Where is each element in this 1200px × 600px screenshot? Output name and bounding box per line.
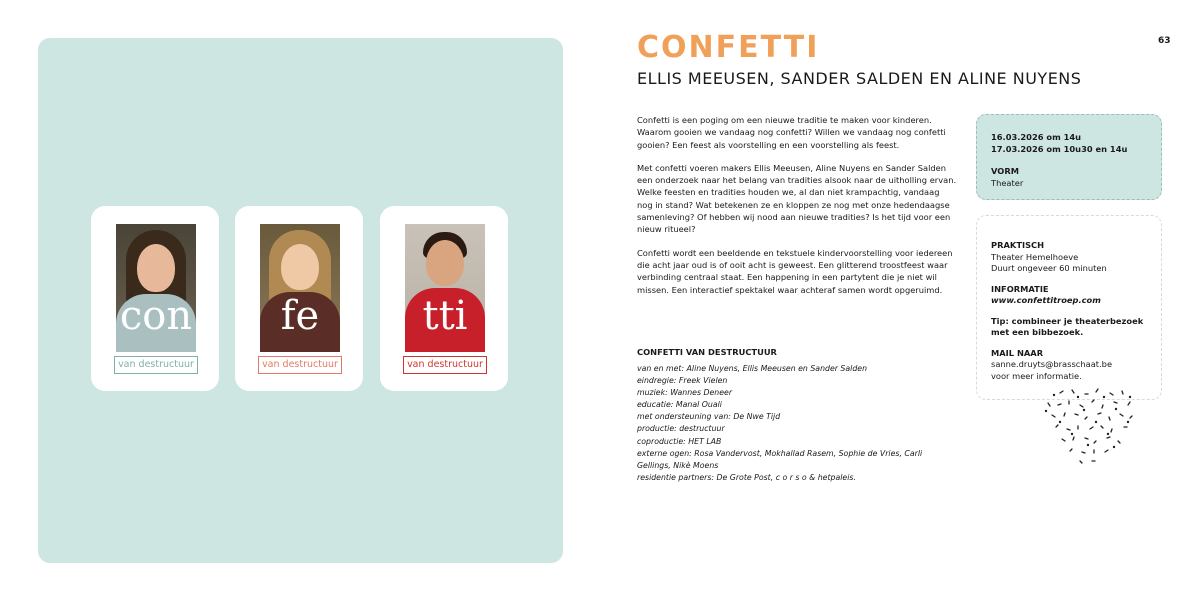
info-box	[976, 215, 1162, 400]
syllable-fe: fe	[280, 293, 320, 339]
photo-card-con	[91, 206, 219, 391]
date-line-2: 17.03.2026 om 10u30 en 14u	[991, 144, 1128, 154]
destructuur-tag: van destructuur	[258, 356, 342, 374]
informatie-label: INFORMATIE	[991, 283, 1049, 294]
praktisch-label: PRAKTISCH	[991, 240, 1045, 250]
credit-line: van en met: Aline Nuyens, Ellis Meeusen en Sander Salden	[637, 364, 868, 373]
syllable-con: con	[119, 293, 193, 339]
credit-line: residentie partners: De Grote Post, c o r s o & hetpaleis.	[637, 472, 856, 482]
child-photo-3	[405, 224, 485, 352]
tip-text: Tip: combineer je theaterbezoek met een bibbezoek.	[991, 315, 1144, 337]
email-link[interactable]: sanne.druyts@brasschaat.be	[991, 359, 1113, 369]
mail-label: MAIL NAAR	[991, 347, 1044, 358]
child-photo-1	[116, 224, 196, 352]
credit-line: externe ogen: Rosa Vandervost, Mokhallad Rasem, Sophie de Vries, Carli Gellings, Nikè Moens	[637, 448, 923, 470]
credit-line: coproductie: HET LAB	[637, 436, 722, 446]
photo-card-tti	[380, 206, 508, 391]
credit-line: muziek: Wannes Deneer	[637, 388, 733, 398]
destructuur-tag: van destructuur	[403, 356, 487, 374]
child-photo-2	[260, 224, 340, 352]
credit-line: met ondersteuning van: De Nwe Tijd	[637, 412, 781, 422]
credit-line: eindregie: Freek Vielen	[637, 376, 728, 386]
intro-paragraph: Confetti wordt een beeldende en tekstuele kindervoorstelling voor iedereen die acht jaar oud is of ooit acht is geweest. Een glitterend troostfeest waar verbinding centraal staat. Een happening in een partytent die je niet wil missen. Een interactief spektakel waar achteraf samen wordt opgeruimd.	[637, 247, 953, 295]
date-line-1: 16.03.2026 om 14u	[991, 132, 1082, 142]
duration: Duurt ongeveer 60 minuten	[991, 263, 1107, 273]
credit-line: productie: destructuur	[637, 424, 725, 434]
vorm-value: Theater	[991, 178, 1024, 188]
vorm-label: VORM	[991, 166, 1019, 176]
intro-paragraph: Met confetti voeren makers Ellis Meeusen, Aline Nuyens en Sander Salden een onderzoek naar het belang van tradities alsook naar de uitholling ervan. Welke feesten en tradities houden we, al dan niet krampachtig, vandaag nog in stand? Wat betekenen ze en kloppen ze nog met onze hedendaagse samenleving? Of hebben wij nood aan nieuwe tradities? Is het tijd voor een nieuw ritueel?	[637, 162, 957, 235]
intro-text	[637, 114, 957, 307]
makers-subtitle: ELLIS MEEUSEN, SANDER SALDEN EN ALINE NUYENS	[637, 69, 1082, 88]
photo-card-fe	[235, 206, 363, 391]
dates-box	[976, 114, 1162, 200]
destructuur-tag: van destructuur	[114, 356, 198, 374]
credit-line: educatie: Manal Ouali	[637, 400, 722, 410]
show-title: CONFETTI	[637, 30, 820, 65]
confetti-decoration	[1040, 385, 1140, 465]
website-link[interactable]: www.confettitroep.com	[991, 295, 1101, 305]
syllable-tti: tti	[422, 293, 468, 339]
venue: Theater Hemelhoeve	[991, 251, 1079, 262]
page-number: 63	[1158, 36, 1171, 46]
credits-heading: CONFETTI VAN DESTRUCTUUR	[637, 347, 777, 357]
email-note: voor meer informatie.	[991, 370, 1082, 381]
intro-paragraph: Confetti is een poging om een nieuwe traditie te maken voor kinderen. Waarom gooien we vandaag nog confetti? Willen we vandaag nog confetti gooien? Een feest als voorstelling en een voorstelling als feest.	[637, 115, 946, 150]
credits-list	[637, 363, 937, 484]
